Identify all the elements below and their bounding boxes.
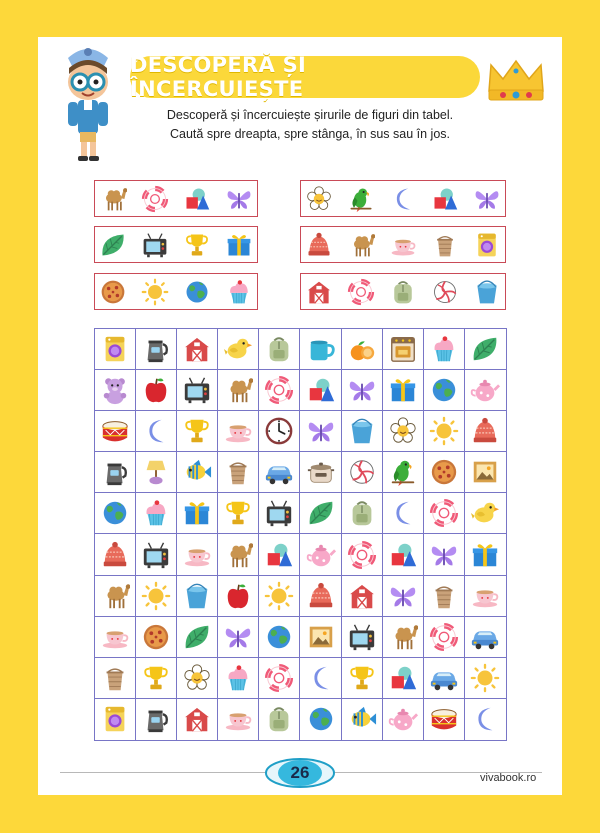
sequence-item — [473, 231, 501, 259]
sequence-item — [305, 278, 333, 306]
hat-icon — [306, 581, 336, 611]
shapes-icon — [388, 663, 418, 693]
grid-cell[interactable] — [383, 329, 424, 370]
grid-cell[interactable] — [177, 411, 218, 452]
grid-cell[interactable] — [259, 493, 300, 534]
tv-icon — [141, 540, 171, 570]
grid-cell[interactable] — [424, 534, 465, 575]
grid-cell[interactable] — [342, 493, 383, 534]
teacup-icon — [223, 416, 253, 446]
teacup-icon — [223, 704, 253, 734]
grid-cell[interactable] — [177, 658, 218, 699]
apple-icon — [223, 581, 253, 611]
moon-icon — [388, 498, 418, 528]
picture-icon — [306, 622, 336, 652]
bucket-icon — [182, 581, 212, 611]
grid-cell[interactable] — [465, 411, 506, 452]
grid-cell[interactable] — [177, 617, 218, 658]
camel-icon — [388, 622, 418, 652]
grid-cell[interactable] — [95, 617, 136, 658]
grid-cell[interactable] — [218, 658, 259, 699]
grid-cell[interactable] — [218, 617, 259, 658]
teapot-icon — [470, 375, 500, 405]
car-icon — [470, 622, 500, 652]
shapes-icon — [388, 540, 418, 570]
grid-cell[interactable] — [424, 576, 465, 617]
sequence-item — [99, 185, 127, 213]
sequence-box-left-3 — [94, 273, 258, 310]
grid-cell[interactable] — [95, 658, 136, 699]
kettle-icon — [141, 704, 171, 734]
grid-cell[interactable] — [95, 452, 136, 493]
gift-icon — [388, 375, 418, 405]
barn-icon — [305, 278, 333, 306]
camel-icon — [99, 185, 127, 213]
grid-cell[interactable] — [424, 617, 465, 658]
lifebuoy-icon — [141, 185, 169, 213]
pizza-icon — [141, 622, 171, 652]
grid-cell[interactable] — [342, 370, 383, 411]
grid-cell[interactable] — [95, 370, 136, 411]
crown-icon — [485, 57, 547, 103]
grid-cell[interactable] — [136, 658, 177, 699]
lifebuoy-icon — [347, 540, 377, 570]
camel-icon — [100, 581, 130, 611]
grid-cell[interactable] — [465, 617, 506, 658]
grid-cell[interactable] — [95, 699, 136, 740]
instruction-line-2: Caută spre dreapta, spre stânga, în sus sau în jos. — [169, 127, 451, 141]
moon-icon — [141, 416, 171, 446]
page-number-badge — [265, 757, 335, 789]
sequence-item — [183, 278, 211, 306]
basket-icon — [223, 457, 253, 487]
grid-cell[interactable] — [259, 534, 300, 575]
grid-cell[interactable] — [259, 617, 300, 658]
grid-cell[interactable] — [342, 329, 383, 370]
grid-cell[interactable] — [342, 534, 383, 575]
grid-cell[interactable] — [383, 411, 424, 452]
grid-cell[interactable] — [259, 329, 300, 370]
teacup-icon — [470, 581, 500, 611]
grid-cell[interactable] — [218, 370, 259, 411]
sun-icon — [141, 581, 171, 611]
picture-icon — [470, 457, 500, 487]
backpack-icon — [347, 498, 377, 528]
flower-icon — [182, 663, 212, 693]
earth-icon — [429, 375, 459, 405]
moon-icon — [470, 704, 500, 734]
grid-cell[interactable] — [465, 370, 506, 411]
lamp-icon — [141, 457, 171, 487]
teacup-icon — [100, 622, 130, 652]
grid-cell[interactable] — [136, 699, 177, 740]
grid-cell[interactable] — [424, 329, 465, 370]
volleyball-icon — [347, 457, 377, 487]
gift-icon — [182, 498, 212, 528]
grid-cell[interactable] — [465, 699, 506, 740]
sequence-item — [431, 278, 459, 306]
car-icon — [264, 457, 294, 487]
grid-cell[interactable] — [300, 452, 341, 493]
kettle-icon — [141, 334, 171, 364]
barn-icon — [347, 581, 377, 611]
sequence-box-right-1 — [300, 180, 506, 217]
grid-cell[interactable] — [300, 699, 341, 740]
grid-cell[interactable] — [300, 370, 341, 411]
fish-icon — [347, 704, 377, 734]
grid-cell[interactable] — [136, 493, 177, 534]
flower-icon — [305, 185, 333, 213]
grid-cell[interactable] — [465, 493, 506, 534]
hat-icon — [100, 540, 130, 570]
sequence-item — [141, 231, 169, 259]
grid-cell[interactable] — [342, 411, 383, 452]
sequence-item — [141, 185, 169, 213]
drum-icon — [100, 416, 130, 446]
sequence-box-right-2 — [300, 226, 506, 263]
shapes-icon — [431, 185, 459, 213]
butterfly-icon — [225, 185, 253, 213]
grid-cell[interactable] — [259, 658, 300, 699]
shapes-icon — [306, 375, 336, 405]
leaf-icon — [182, 622, 212, 652]
sequence-item — [389, 185, 417, 213]
sequence-item — [141, 278, 169, 306]
grid-cell[interactable] — [383, 452, 424, 493]
sequence-item — [347, 231, 375, 259]
earth-icon — [100, 498, 130, 528]
bucket-icon — [473, 278, 501, 306]
clock-icon — [264, 416, 294, 446]
teddy-icon — [100, 375, 130, 405]
leaf-icon — [99, 231, 127, 259]
butterfly-icon — [306, 416, 336, 446]
cooker-icon — [306, 457, 336, 487]
grid-cell[interactable] — [177, 329, 218, 370]
grid-cell[interactable] — [383, 493, 424, 534]
trophy-icon — [182, 416, 212, 446]
sequence-item — [347, 185, 375, 213]
camel-icon — [223, 540, 253, 570]
instructions — [130, 106, 490, 144]
grid-cell[interactable] — [259, 411, 300, 452]
earth-icon — [306, 704, 336, 734]
orange-icon — [347, 334, 377, 364]
grid-cell[interactable] — [95, 411, 136, 452]
mug-icon — [306, 334, 336, 364]
car-icon — [429, 663, 459, 693]
sequence-item — [473, 185, 501, 213]
grid-cell[interactable] — [383, 699, 424, 740]
hat-icon — [470, 416, 500, 446]
volleyball-icon — [431, 278, 459, 306]
grid-cell[interactable] — [424, 493, 465, 534]
grid-cell[interactable] — [383, 534, 424, 575]
teacup-icon — [182, 540, 212, 570]
sequence-item — [99, 278, 127, 306]
cupcake-icon — [225, 278, 253, 306]
shapes-icon — [264, 540, 294, 570]
washer-icon — [100, 334, 130, 364]
page-title: DESCOPERĂ ȘI ÎNCERCUIEȘTE — [130, 53, 307, 101]
grid-cell[interactable] — [218, 493, 259, 534]
grid-cell[interactable] — [383, 658, 424, 699]
grid-cell[interactable] — [300, 493, 341, 534]
grid-cell[interactable] — [95, 493, 136, 534]
basket-icon — [429, 581, 459, 611]
butterfly-icon — [223, 622, 253, 652]
bucket-icon — [347, 416, 377, 446]
backpack-icon — [264, 704, 294, 734]
sequence-item — [431, 231, 459, 259]
lifebuoy-icon — [429, 622, 459, 652]
grid-cell[interactable] — [259, 370, 300, 411]
sequence-box-left-1 — [94, 180, 258, 217]
grid-cell[interactable] — [300, 617, 341, 658]
parrot-icon — [388, 457, 418, 487]
gift-icon — [470, 540, 500, 570]
grid-cell[interactable] — [383, 370, 424, 411]
grid-cell[interactable] — [259, 699, 300, 740]
grid-cell[interactable] — [300, 329, 341, 370]
grid-cell[interactable] — [95, 576, 136, 617]
cupcake-icon — [429, 334, 459, 364]
grid-cell[interactable] — [342, 699, 383, 740]
camel-icon — [347, 231, 375, 259]
sun-icon — [429, 416, 459, 446]
tv-icon — [182, 375, 212, 405]
shapes-icon — [183, 185, 211, 213]
butterfly-icon — [429, 540, 459, 570]
hat-icon — [305, 231, 333, 259]
pizza-icon — [99, 278, 127, 306]
lifebuoy-icon — [429, 498, 459, 528]
grid-cell[interactable] — [136, 329, 177, 370]
sequence-item — [225, 185, 253, 213]
camel-icon — [223, 375, 253, 405]
moon-icon — [306, 663, 336, 693]
grid-cell[interactable] — [136, 576, 177, 617]
grid-cell[interactable] — [177, 452, 218, 493]
grid-cell[interactable] — [342, 658, 383, 699]
grid-cell[interactable] — [218, 329, 259, 370]
sequence-item — [305, 185, 333, 213]
drum-icon — [429, 704, 459, 734]
sequence-item — [225, 231, 253, 259]
sequence-item — [347, 278, 375, 306]
grid-cell[interactable] — [465, 576, 506, 617]
moon-icon — [389, 185, 417, 213]
grid-cell[interactable] — [383, 617, 424, 658]
sun-icon — [264, 581, 294, 611]
search-grid — [94, 328, 507, 741]
sequence-item — [431, 185, 459, 213]
title-banner — [130, 53, 480, 101]
site-url: vivabook.ro — [480, 772, 537, 784]
cupcake-icon — [223, 663, 253, 693]
grid-cell[interactable] — [177, 534, 218, 575]
lifebuoy-icon — [347, 278, 375, 306]
grid-cell[interactable] — [95, 534, 136, 575]
grid-cell[interactable] — [342, 576, 383, 617]
teapot-icon — [306, 540, 336, 570]
sequence-item — [305, 231, 333, 259]
butterfly-icon — [388, 581, 418, 611]
grid-cell[interactable] — [465, 452, 506, 493]
backpack-icon — [264, 334, 294, 364]
tv-icon — [141, 231, 169, 259]
grid-cell[interactable] — [424, 658, 465, 699]
leaf-icon — [306, 498, 336, 528]
grid-cell[interactable] — [342, 617, 383, 658]
grid-cell[interactable] — [177, 493, 218, 534]
fish-icon — [182, 457, 212, 487]
grid-cell[interactable] — [136, 452, 177, 493]
grid-cell[interactable] — [218, 699, 259, 740]
sequence-item — [183, 231, 211, 259]
parrot-icon — [347, 185, 375, 213]
grid-cell[interactable] — [300, 576, 341, 617]
sequence-item — [389, 278, 417, 306]
grid-cell[interactable] — [136, 411, 177, 452]
grid-cell[interactable] — [465, 329, 506, 370]
trophy-icon — [141, 663, 171, 693]
grid-cell[interactable] — [218, 534, 259, 575]
bird-icon — [223, 334, 253, 364]
apple-icon — [141, 375, 171, 405]
earth-icon — [264, 622, 294, 652]
gift-icon — [225, 231, 253, 259]
leaf-icon — [470, 334, 500, 364]
trophy-icon — [223, 498, 253, 528]
barn-icon — [182, 334, 212, 364]
grid-cell[interactable] — [300, 658, 341, 699]
earth-icon — [183, 278, 211, 306]
sequence-item — [225, 278, 253, 306]
tv-icon — [347, 622, 377, 652]
sequence-item — [389, 231, 417, 259]
barn-icon — [182, 704, 212, 734]
butterfly-icon — [347, 375, 377, 405]
sequence-box-right-3 — [300, 273, 506, 310]
sun-icon — [141, 278, 169, 306]
washer-icon — [100, 704, 130, 734]
teapot-icon — [388, 704, 418, 734]
lifebuoy-icon — [264, 375, 294, 405]
grid-cell[interactable] — [300, 411, 341, 452]
butterfly-icon — [473, 185, 501, 213]
grid-cell[interactable] — [177, 576, 218, 617]
grid-cell[interactable] — [259, 576, 300, 617]
sequence-box-left-2 — [94, 226, 258, 263]
washer-icon — [473, 231, 501, 259]
kettle-icon — [100, 457, 130, 487]
grid-cell[interactable] — [259, 452, 300, 493]
grid-cell[interactable] — [424, 699, 465, 740]
grid-cell[interactable] — [218, 411, 259, 452]
grid-cell[interactable] — [136, 370, 177, 411]
sequence-item — [473, 278, 501, 306]
trophy-icon — [347, 663, 377, 693]
instruction-line-1: Descoperă și încercuiește șirurile de figuri din tabel. — [166, 108, 454, 122]
grid-cell[interactable] — [136, 617, 177, 658]
grid-cell[interactable] — [177, 699, 218, 740]
grid-cell[interactable] — [218, 452, 259, 493]
grid-cell[interactable] — [218, 576, 259, 617]
grid-cell[interactable] — [424, 452, 465, 493]
basket-icon — [431, 231, 459, 259]
bird-icon — [470, 498, 500, 528]
teacup-icon — [389, 231, 417, 259]
tv-icon — [264, 498, 294, 528]
oven-icon — [388, 334, 418, 364]
trophy-icon — [183, 231, 211, 259]
grid-cell[interactable] — [177, 370, 218, 411]
lifebuoy-icon — [264, 663, 294, 693]
grid-cell[interactable] — [95, 329, 136, 370]
backpack-icon — [389, 278, 417, 306]
grid-cell[interactable] — [465, 534, 506, 575]
grid-cell[interactable] — [424, 411, 465, 452]
sequence-item — [99, 231, 127, 259]
grid-cell[interactable] — [424, 370, 465, 411]
boy-mascot-illustration — [60, 44, 116, 164]
pizza-icon — [429, 457, 459, 487]
flower-icon — [388, 416, 418, 446]
grid-cell[interactable] — [342, 452, 383, 493]
grid-cell[interactable] — [465, 658, 506, 699]
sequence-item — [183, 185, 211, 213]
cupcake-icon — [141, 498, 171, 528]
basket-icon — [100, 663, 130, 693]
page-number: 26 — [290, 763, 310, 782]
grid-cell[interactable] — [300, 534, 341, 575]
grid-cell[interactable] — [383, 576, 424, 617]
grid-cell[interactable] — [136, 534, 177, 575]
sun-icon — [470, 663, 500, 693]
